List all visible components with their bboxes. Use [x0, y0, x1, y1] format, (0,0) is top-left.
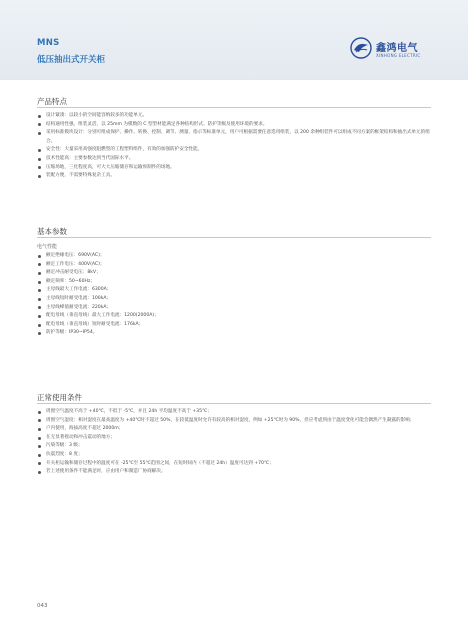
- list-item: 主母线最大工作电流：6300A；: [37, 286, 431, 295]
- parameters-subheading: 电气性能: [37, 244, 58, 250]
- parameters-list: [37, 252, 431, 338]
- conditions-title: 正常使用条件: [37, 393, 82, 402]
- list-item: 额定冲击耐受电压：8kV；: [37, 269, 431, 278]
- list-item: 额定绝缘电压：690V(AC)；: [37, 252, 431, 261]
- list-item: 配电母线（垂直母线）短时耐受电流：176kA；: [37, 321, 431, 330]
- features-list: [37, 112, 431, 181]
- list-item: 结构通用性强，组装灵活，以 25mm 为模数的 C 型型材能满足各种结构形式、防护等级及使用环境的要求。: [37, 121, 431, 130]
- list-item: 在无显著摇动和冲击震动的地方；: [37, 434, 431, 443]
- list-item: 主母线短时耐受电流：100kA；: [37, 295, 431, 304]
- list-item: 装配方便，不需要特殊复杂工具。: [37, 172, 431, 181]
- conditions-divider: [37, 403, 431, 404]
- list-item: 周围空气温度不高于 +40℃，不低于 -5℃，并且 24h 平均温度不高于 +35℃；: [37, 408, 431, 417]
- features-divider: [37, 107, 431, 108]
- list-item: 压缩场地，三化程度高，可大大压缩储存和运输预制件的场地。: [37, 164, 431, 173]
- page-number: 043: [37, 603, 48, 609]
- list-item: 设计紧凑：以较小的空间能容纳较多的功能单元。: [37, 112, 431, 121]
- product-name: 低压抽出式开关柜: [37, 55, 106, 65]
- logo-english-name: XINHONG ELECTRIC: [376, 53, 421, 58]
- list-item: 开关柜运输和储存过程中的温度可在 -25℃至 55℃范围之间，在短时间内（不超过 24h）温度可达到 +70℃；: [37, 460, 431, 469]
- list-item: 额定工作电压：400V(AC)；: [37, 261, 431, 270]
- list-item: 主母线峰值耐受电流：220kA；: [37, 304, 431, 313]
- product-code: MNS: [37, 38, 60, 48]
- list-item: 采用标准模块设计：分别可组成保护、操作、转换、控制、调节、测量、指示等标准单元，用户可根据需要任意选用组装，以 200 余种组装件可以组成不同方案的框架结构和抽出式单元的组合。: [37, 129, 431, 146]
- list-item: 防护等级：IP30~IP54。: [37, 329, 431, 338]
- list-item: 若上述使用条件不能满足时，应由用户和制造厂协商解决。: [37, 468, 431, 477]
- list-item: 周围空气湿度：相对湿度在最高温度为 +40℃时不超过 50%，在较低温度时允许有较高的相对湿度，例如 +25℃时为 90%，但应考虑到由于温度变化可能会偶然产生凝露的影响；: [37, 417, 431, 426]
- list-item: 抗震烈度：8 度；: [37, 451, 431, 460]
- list-item: 额定频率：50~60Hz；: [37, 278, 431, 287]
- conditions-list: [37, 408, 431, 477]
- parameters-title: 基本参数: [37, 227, 67, 236]
- logo-chinese-name: 鑫鸿电气: [376, 43, 418, 54]
- company-logo: [350, 37, 450, 65]
- parameters-divider: [37, 237, 431, 238]
- list-item: 户内使用，海拔高度不超过 2000m；: [37, 425, 431, 434]
- list-item: 污染等级：3 级；: [37, 442, 431, 451]
- list-item: 配电母线（垂直母线）最大工作电流：1200(2000A)；: [37, 312, 431, 321]
- features-title: 产品特点: [37, 97, 67, 106]
- list-item: 安全性：大量采用高强度阻燃型的工程塑料组件，有效的加强防护安全性能。: [37, 146, 431, 155]
- list-item: 技术性能高：主要参数达到当代国际水平。: [37, 155, 431, 164]
- bird-logo-icon: [350, 37, 372, 59]
